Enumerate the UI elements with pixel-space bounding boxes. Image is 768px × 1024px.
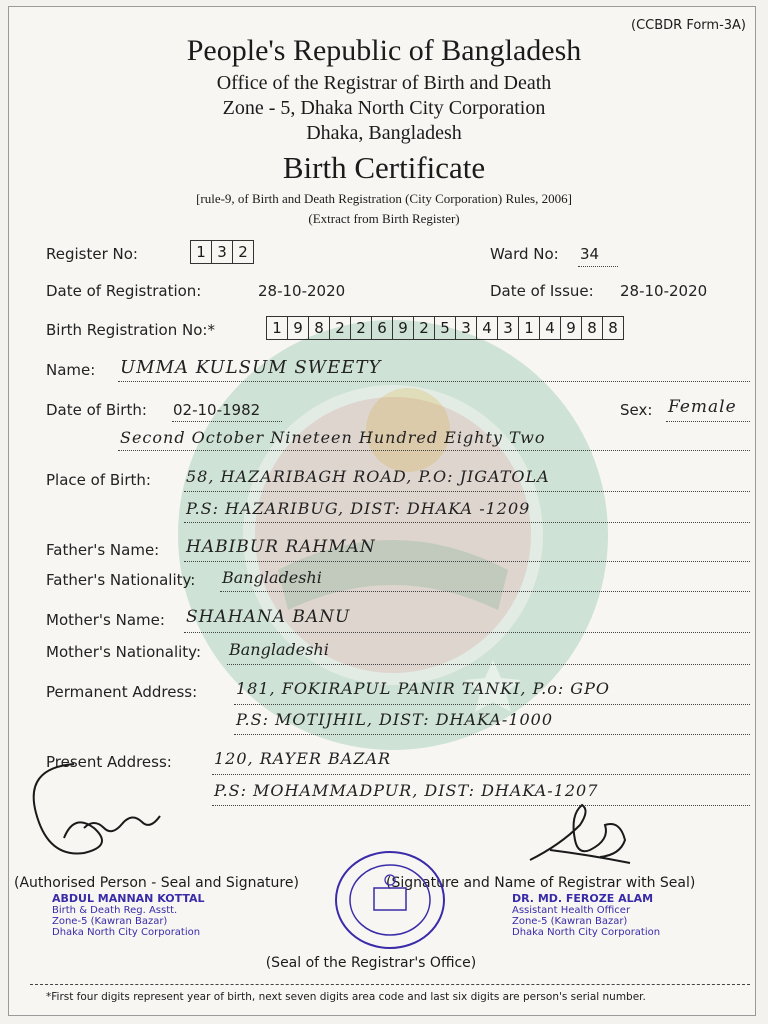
- register-no-digit-box: 1: [190, 240, 212, 264]
- register-no-label: Register No:: [46, 245, 138, 263]
- father-name-dotted-line: [184, 561, 750, 562]
- permanent-address-line1: 181, FOKIRAPUL PANIR TANKI, P.o: GPO: [236, 679, 610, 698]
- issue-date-value: 28-10-2020: [620, 282, 708, 300]
- right-stamp-line-4: Dhaka North City Corporation: [512, 927, 661, 938]
- birth-reg-no-digit-box: 6: [372, 316, 393, 340]
- mother-name-label: Mother's Name:: [46, 611, 165, 629]
- birth-reg-no-digit-box: 4: [477, 316, 498, 340]
- left-stamp-line-2: Birth & Death Reg. Asstt.: [52, 905, 178, 916]
- place-of-birth-line2: P.S: HAZARIBUG, DIST: DHAKA -1209: [186, 499, 531, 518]
- place-of-birth-label: Place of Birth:: [46, 471, 151, 489]
- birth-reg-no-label: Birth Registration No:*: [46, 321, 215, 339]
- father-nationality-value: Bangladeshi: [222, 568, 322, 587]
- right-stamp-line-3: Zone-5 (Kawran Bazar): [512, 916, 628, 927]
- birth-reg-no-digit-box: 8: [603, 316, 624, 340]
- birth-reg-no-digit-box: 3: [498, 316, 519, 340]
- birth-reg-no-digit-box: 3: [456, 316, 477, 340]
- birth-reg-no-digit-box: 2: [414, 316, 435, 340]
- permanent-address-line2: P.S: MOTIJHIL, DIST: DHAKA-1000: [236, 710, 554, 729]
- permanent-address-dotted-line-2: [234, 734, 750, 735]
- city-title: Dhaka, Bangladesh: [306, 122, 462, 144]
- form-code: (CCBDR Form-3A): [631, 18, 746, 33]
- footnote-divider: [30, 984, 750, 985]
- present-address-dotted-line-1: [212, 774, 750, 775]
- father-name-value: HABIBUR RAHMAN: [186, 537, 376, 557]
- left-stamp-line-1: ABDUL MANNAN KOTTAL: [52, 892, 205, 905]
- place-of-birth-dotted-line-1: [184, 491, 750, 492]
- sex-value: Female: [668, 397, 737, 417]
- present-address-dotted-line-2: [212, 805, 750, 806]
- extract-note: (Extract from Birth Register): [308, 211, 460, 226]
- office-title: Office of the Registrar of Birth and Death: [216, 72, 552, 94]
- zone-title: Zone - 5, Dhaka North City Corporation: [222, 97, 546, 119]
- birth-reg-no-digit-box: 8: [582, 316, 603, 340]
- birth-reg-no-digit-box: 5: [435, 316, 456, 340]
- father-name-label: Father's Name:: [46, 541, 160, 559]
- left-stamp-line-4: Dhaka North City Corporation: [52, 927, 201, 938]
- birth-reg-no-digit-box: 4: [540, 316, 561, 340]
- place-of-birth-line1: 58, HAZARIBAGH ROAD, P.O: JIGATOLA: [186, 467, 550, 486]
- birth-reg-no-digit-box: 9: [393, 316, 414, 340]
- birth-reg-no-digit-box: 2: [330, 316, 351, 340]
- page-title: Birth Certificate: [282, 150, 486, 185]
- father-nationality-dotted-line: [220, 591, 750, 592]
- left-stamp-line-3: Zone-5 (Kawran Bazar): [52, 916, 168, 927]
- registration-date-label: Date of Registration:: [46, 282, 202, 300]
- present-address-label: Present Address:: [46, 753, 172, 771]
- present-address-line1: 120, RAYER BAZAR: [214, 749, 392, 768]
- register-no-boxes: [190, 240, 254, 264]
- mother-nationality-label: Mother's Nationality:: [46, 643, 202, 661]
- sex-dotted-line: [666, 421, 750, 422]
- birth-reg-no-digit-box: 1: [519, 316, 540, 340]
- seal-caption: (Seal of the Registrar's Office): [265, 955, 477, 971]
- rule-reference: [rule-9, of Birth and Death Registration (City Corporation) Rules, 2006]: [196, 191, 572, 206]
- mother-nationality-value: Bangladeshi: [229, 640, 329, 659]
- issue-date-label: Date of Issue:: [490, 282, 594, 300]
- permanent-address-label: Permanent Address:: [46, 683, 198, 701]
- ward-no-value: 34: [580, 245, 600, 263]
- dob-dotted-line: [172, 421, 282, 422]
- permanent-address-dotted-line-1: [234, 704, 750, 705]
- sex-label: Sex:: [620, 401, 653, 419]
- place-of-birth-dotted-line-2: [184, 522, 750, 523]
- mother-nationality-dotted-line: [227, 664, 750, 665]
- birth-reg-no-digit-box: 1: [266, 316, 288, 340]
- birth-reg-no-boxes: [266, 316, 624, 340]
- mother-name-dotted-line: [184, 632, 750, 633]
- country-title: People's Republic of Bangladesh: [186, 34, 582, 67]
- right-stamp-line-2: Assistant Health Officer: [512, 905, 631, 916]
- registrar-office-round-seal: [334, 850, 446, 950]
- birth-reg-no-digit-box: 9: [288, 316, 309, 340]
- name-label: Name:: [46, 361, 96, 379]
- birth-reg-no-digit-box: 9: [561, 316, 582, 340]
- register-no-digit-box: 2: [233, 240, 254, 264]
- registrar-signature: [520, 795, 640, 875]
- father-nationality-label: Father's Nationality:: [46, 571, 196, 589]
- present-address-line2: P.S: MOHAMMADPUR, DIST: DHAKA-1207: [214, 781, 599, 800]
- mother-name-value: SHAHANA BANU: [186, 607, 351, 627]
- birth-reg-no-digit-box: 2: [351, 316, 372, 340]
- left-official-stamp: [52, 893, 205, 938]
- dob-value: 02-10-1982: [173, 401, 261, 419]
- authorised-person-caption: (Authorised Person - Seal and Signature): [14, 875, 299, 891]
- ward-no-dotted-line: [578, 266, 618, 267]
- registrar-caption: (Signature and Name of Registrar with Seal): [386, 875, 696, 891]
- authorised-person-signature: [14, 758, 164, 868]
- dob-words-dotted-line: [118, 450, 750, 451]
- name-dotted-line: [118, 381, 750, 382]
- right-stamp-line-1: DR. MD. FEROZE ALAM: [512, 892, 654, 905]
- birth-reg-no-digit-box: 8: [309, 316, 330, 340]
- ward-no-label: Ward No:: [490, 245, 559, 263]
- dob-in-words: Second October Nineteen Hundred Eighty Two: [120, 428, 546, 447]
- footnote: *First four digits represent year of birth, next seven digits area code and last six digits are person's serial number.: [46, 991, 646, 1003]
- dob-label: Date of Birth:: [46, 401, 147, 419]
- register-no-digit-box: 3: [212, 240, 233, 264]
- registration-date-value: 28-10-2020: [258, 282, 346, 300]
- name-value: UMMA KULSUM SWEETY: [120, 357, 382, 378]
- right-official-stamp: [512, 893, 660, 938]
